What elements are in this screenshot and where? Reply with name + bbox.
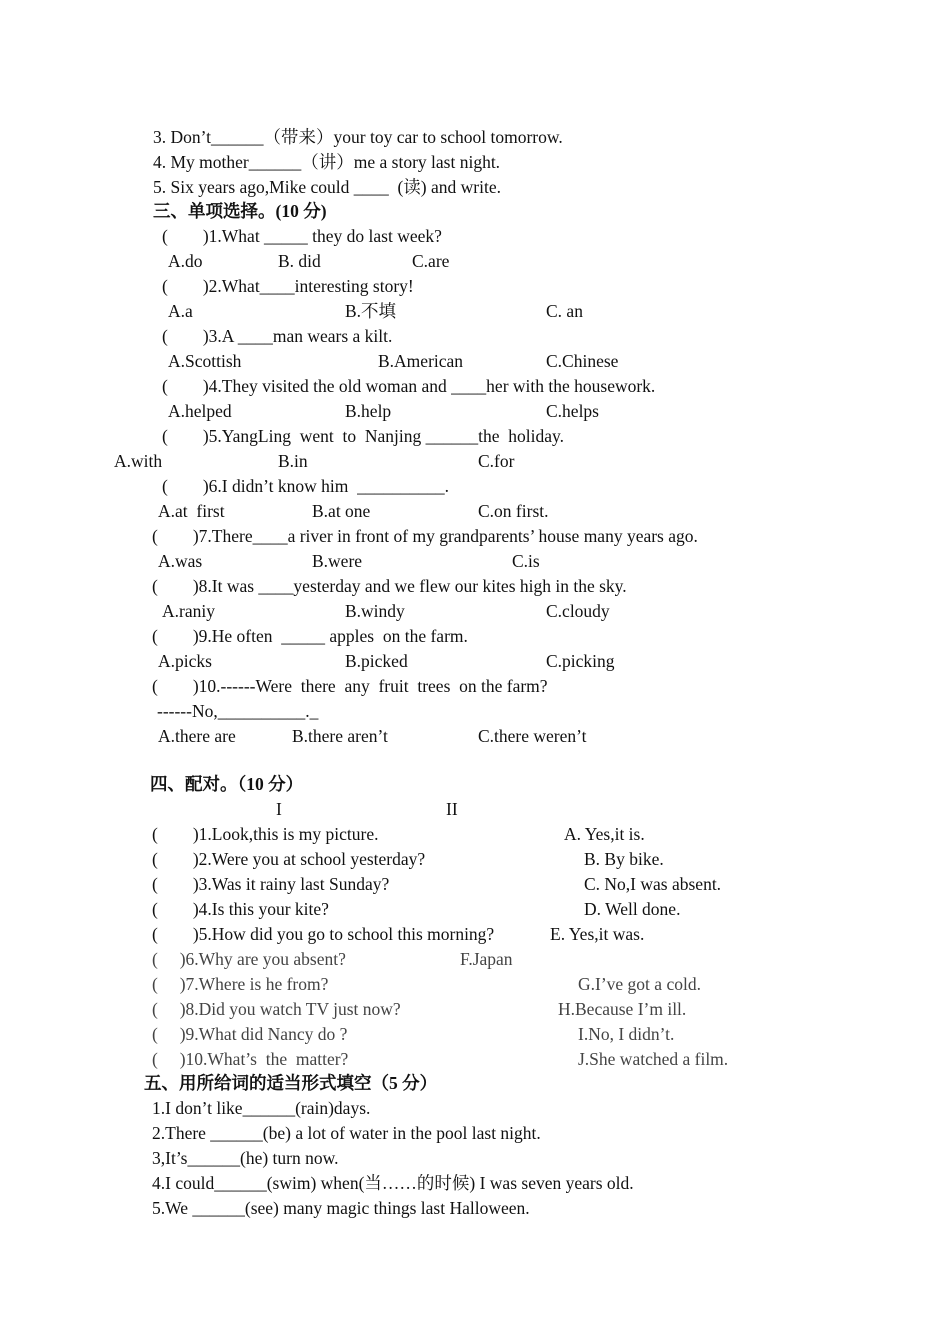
mc-option-c: C.picking xyxy=(546,651,615,671)
mc-option-c: C.Chinese xyxy=(546,351,619,371)
word-form-item-2: 2.There ______(be) a lot of water in the pool last night. xyxy=(152,1123,541,1143)
word-form-item-5: 5.We ______(see) many magic things last Halloween. xyxy=(152,1198,530,1218)
mc-option-b: B.不填 xyxy=(345,301,397,321)
mc-option-a: A.do xyxy=(168,251,203,271)
mc-option-c: C.helps xyxy=(546,401,599,421)
match-right-c: C. No,I was absent. xyxy=(584,874,722,894)
mc-question-9: ( )9.He often _____ apples on the farm. xyxy=(152,626,468,646)
match-right-b: B. By bike. xyxy=(584,849,664,869)
mc-option-c: C.are xyxy=(412,251,450,271)
match-right-g: G.I’ve got a cold. xyxy=(578,974,701,994)
match-left-5: ( )5.How did you go to school this morning? xyxy=(152,924,495,944)
fill-item-3: 3. Don’t______（带来）your toy car to school tomorrow. xyxy=(153,127,563,147)
mc-option-c: C.for xyxy=(478,451,515,471)
mc-option-c: C.on first. xyxy=(478,501,549,521)
match-left-7: ( )7.Where is he from? xyxy=(152,974,329,994)
word-form-item-1: 1.I don’t like______(rain)days. xyxy=(152,1098,371,1118)
fill-item-4: 4. My mother______（讲）me a story last night. xyxy=(153,152,501,172)
mc-option-b: B.at one xyxy=(312,501,371,521)
match-right-d: D. Well done. xyxy=(584,899,681,919)
mc-option-b: B.picked xyxy=(345,651,408,671)
match-left-3: ( )3.Was it rainy last Sunday? xyxy=(152,874,390,894)
column-ii-label: II xyxy=(446,799,458,819)
mc-question-2: ( )2.What____interesting story! xyxy=(162,276,414,296)
mc-question-4: ( )4.They visited the old woman and ____her with the housework. xyxy=(162,376,656,396)
match-left-2: ( )2.Were you at school yesterday? xyxy=(152,849,426,869)
mc-option-a: A.picks xyxy=(158,651,212,671)
match-right-j: J.She watched a film. xyxy=(578,1049,729,1069)
mc-question-1: ( )1.What _____ they do last week? xyxy=(162,226,442,246)
mc-option-b: B.American xyxy=(378,351,464,371)
mc-question-6: ( )6.I didn’t know him __________. xyxy=(162,476,449,496)
mc-option-b: B.in xyxy=(278,451,308,471)
word-form-item-3: 3,It’s______(he) turn now. xyxy=(152,1148,339,1168)
match-left-10: ( )10.What’s the matter? xyxy=(152,1049,349,1069)
match-right-f: F.Japan xyxy=(460,949,513,969)
mc-question-5: ( )5.YangLing went to Nanjing ______the holiday. xyxy=(162,426,564,446)
mc-option-c: C.is xyxy=(512,551,540,571)
match-left-4: ( )4.Is this your kite? xyxy=(152,899,329,919)
match-right-e: E. Yes,it was. xyxy=(550,924,645,944)
mc-option-a: A.a xyxy=(168,301,193,321)
mc-question-8: ( )8.It was ____yesterday and we flew our kites high in the sky. xyxy=(152,576,627,596)
mc-question-3: ( )3.A ____man wears a kilt. xyxy=(162,326,393,346)
mc-option-c: C.cloudy xyxy=(546,601,610,621)
match-right-h: H.Because I’m ill. xyxy=(558,999,687,1019)
section5-heading: 五、用所给词的适当形式填空（5 分） xyxy=(144,1073,438,1093)
mc-option-b: B.windy xyxy=(345,601,405,621)
column-i-label: I xyxy=(276,799,282,819)
mc-option-a: A.raniy xyxy=(162,601,215,621)
mc-option-c: C.there weren’t xyxy=(478,726,587,746)
match-left-1: ( )1.Look,this is my picture. xyxy=(152,824,379,844)
fill-item-5: 5. Six years ago,Mike could ____ (读) and write. xyxy=(153,177,501,197)
match-right-i: I.No, I didn’t. xyxy=(578,1024,675,1044)
mc-option-a: A.there are xyxy=(158,726,236,746)
mc-option-b: B.help xyxy=(345,401,392,421)
word-form-item-4: 4.I could______(swim) when(当……的时候) I was seven years old. xyxy=(152,1173,634,1193)
mc-question-10-reply: ------No,__________._ xyxy=(157,701,319,721)
section4-heading: 四、配对。（10 分） xyxy=(150,774,304,794)
match-left-8: ( )8.Did you watch TV just now? xyxy=(152,999,401,1019)
mc-option-b: B. did xyxy=(278,251,321,271)
mc-option-a: A.was xyxy=(158,551,203,571)
match-right-a: A. Yes,it is. xyxy=(564,824,645,844)
mc-option-b: B.there aren’t xyxy=(292,726,388,746)
mc-option-a: A.with xyxy=(114,451,163,471)
match-left-6: ( )6.Why are you absent? xyxy=(152,949,346,969)
mc-option-c: C. an xyxy=(546,301,583,321)
mc-question-7: ( )7.There____a river in front of my grandparents’ house many years ago. xyxy=(152,526,698,546)
mc-question-10: ( )10.------Were there any fruit trees on the farm? xyxy=(152,676,548,696)
section3-heading: 三、单项选择。(10 分) xyxy=(153,201,327,221)
mc-option-b: B.were xyxy=(312,551,363,571)
match-left-9: ( )9.What did Nancy do ? xyxy=(152,1024,348,1044)
mc-option-a: A.Scottish xyxy=(168,351,242,371)
mc-option-a: A.helped xyxy=(168,401,232,421)
mc-option-a: A.at first xyxy=(158,501,225,521)
